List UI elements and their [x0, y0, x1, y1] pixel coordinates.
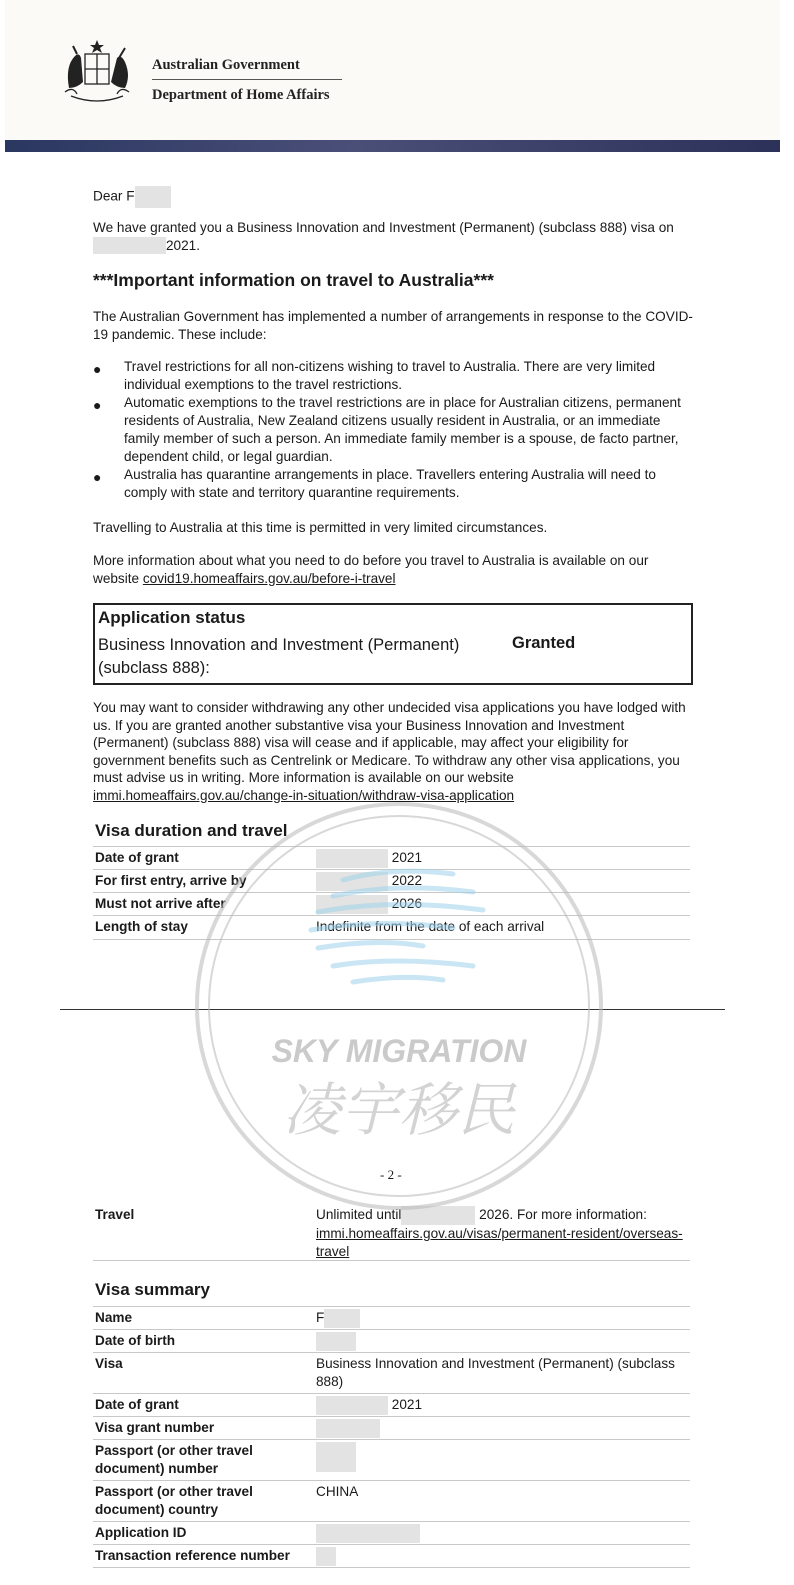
application-status-box: [93, 603, 693, 685]
redacted-value: [401, 1206, 475, 1225]
watermark-text-en: SKY MIGRATION: [271, 1033, 527, 1069]
row-label: For first entry, arrive by: [95, 873, 247, 888]
row-value: 2022: [316, 872, 686, 891]
row-label: Must not arrive after: [95, 896, 226, 911]
list-item: ● Travel restrictions for all non-citizens wishing to travel to Australia. There are very limited individual exemptions to the travel restrictions.: [93, 359, 656, 392]
table-row: [93, 1480, 690, 1521]
limited-circumstances-text: Travelling to Australia at this time is permitted in very limited circumstances.: [93, 520, 548, 535]
row-label: Date of birth: [95, 1333, 176, 1348]
row-value: 2026: [316, 895, 686, 914]
redacted-value: [324, 1309, 360, 1328]
redacted-value: [316, 1524, 420, 1543]
bullet-icon: ●: [93, 397, 102, 413]
redacted-value: [316, 872, 388, 891]
row-value: [316, 1547, 686, 1566]
redacted-value: [316, 1547, 336, 1566]
coat-of-arms-icon: [51, 36, 143, 104]
table-row: [93, 1521, 690, 1544]
row-value: F: [316, 1309, 686, 1328]
overseas-travel-link[interactable]: immi.homeaffairs.gov.au/visas/permanent-resident/overseas-travel: [316, 1226, 683, 1259]
greeting: Dear F: [93, 186, 693, 208]
bullet-icon: ●: [93, 469, 102, 485]
covid-arrangements-list: [93, 358, 693, 502]
covid-intro: The Australian Government has implemented a number of arrangements in response to the COVID-19 pandemic. These include:: [93, 309, 693, 342]
org-name: Australian Government: [152, 57, 300, 73]
list-item: ● Automatic exemptions to the travel restrictions are in place for Australian citizens, permanent residents of Australia, New Zealand citizens usually resident in Australia, or an immediate family member of such a person. An immediate family member is a spouse, de facto partner, dependent child, or legal guardian.: [93, 395, 681, 464]
table-row: [93, 892, 690, 915]
application-status-visa: Business Innovation and Investment (Permanent) (subclass 888):: [98, 636, 460, 677]
before-i-travel-link[interactable]: covid19.homeaffairs.gov.au/before-i-travel: [142, 570, 396, 586]
important-heading: ***Important information on travel to Australia***: [93, 270, 494, 290]
row-value: 2021: [316, 1396, 686, 1415]
list-item: ● Australia has quarantine arrangements in place. Travellers entering Australia will need to comply with state and territory quarantine requirements.: [93, 467, 656, 500]
table-row: [93, 1544, 690, 1568]
withdraw-visa-link[interactable]: immi.homeaffairs.gov.au/change-in-situation/withdraw-visa-application: [93, 787, 515, 803]
table-row: [93, 1439, 690, 1480]
visa-duration-table: [93, 846, 690, 940]
header-divider: [152, 79, 342, 80]
visa-duration-title: Visa duration and travel: [95, 821, 288, 840]
more-info-paragraph: More information about what you need to do before you travel to Australia is available on our website covid19.homeaffairs.gov.au/before-i-travel: [93, 553, 649, 586]
redacted-name: [135, 186, 171, 208]
redacted-value: [316, 895, 388, 914]
grant-paragraph: We have granted you a Business Innovation and Investment (Permanent) (subclass 888) visa on 2021.: [93, 220, 674, 253]
row-value: 2021: [316, 849, 686, 868]
row-value: [316, 1442, 686, 1472]
row-label: Transaction reference number: [95, 1548, 290, 1563]
row-value: Indefinite from the date of each arrival: [316, 919, 545, 934]
table-row: [93, 1352, 690, 1393]
row-value: [316, 1332, 686, 1351]
page-number: - 2 -: [380, 1167, 402, 1182]
row-label: Passport (or other travel document) number: [95, 1443, 253, 1476]
department-name: Department of Home Affairs: [152, 87, 330, 103]
watermark-text-cn: 凌宇移民: [282, 1076, 516, 1144]
row-value: [316, 1524, 686, 1543]
table-row: [93, 1306, 690, 1329]
header-color-bar: [5, 140, 780, 152]
redacted-value: [316, 1396, 388, 1415]
row-label: Application ID: [95, 1525, 187, 1540]
visa-summary-table: [93, 1306, 690, 1568]
table-row: [93, 1416, 690, 1439]
row-value: Business Innovation and Investment (Permanent) (subclass 888): [316, 1356, 675, 1389]
row-label: Visa: [95, 1356, 123, 1371]
application-status-value: Granted: [512, 634, 576, 652]
letterhead: [5, 0, 780, 140]
row-label: Length of stay: [95, 919, 188, 934]
application-status-title: Application status: [98, 608, 246, 627]
table-row: [93, 1329, 690, 1352]
row-value: [316, 1419, 686, 1438]
table-row: [93, 846, 690, 869]
row-value: CHINA: [316, 1484, 359, 1499]
table-row: [93, 869, 690, 892]
redacted-value: [316, 1442, 356, 1472]
redacted-value: [316, 849, 388, 868]
travel-table: [93, 1204, 690, 1261]
redacted-date: [93, 237, 166, 254]
row-label: Visa grant number: [95, 1420, 215, 1435]
table-row: [93, 1393, 690, 1416]
row-value: Unlimited until 2026. For more information: immi.homeaffairs.gov.au/visas/permanent-resident/overseas-travel: [316, 1207, 683, 1259]
withdraw-paragraph: You may want to consider withdrawing any other undecided visa applications you have lodged with us. If you are granted another substantive visa your Business Innovation and Investment (Permanent) (subclass 888) visa will cease and if applicable, may affect your eligibility for government benefits such as Centrelink or Medicare. To withdraw any other visa applications, you must advise us in writing. More information is available on our website immi.homeaffairs.gov.au/change-in-situation/withdraw-visa-application: [93, 700, 686, 803]
visa-summary-title: Visa summary: [95, 1280, 210, 1299]
row-label: Passport (or other travel document) country: [95, 1484, 253, 1517]
row-label: Date of grant: [95, 1397, 179, 1412]
redacted-value: [316, 1419, 380, 1438]
redacted-value: [316, 1332, 356, 1351]
bullet-icon: ●: [93, 361, 102, 377]
table-row: [93, 915, 690, 940]
row-label: Date of grant: [95, 850, 179, 865]
page-divider: [60, 1009, 725, 1010]
table-row: [93, 1204, 690, 1261]
row-label: Travel: [95, 1207, 135, 1222]
row-label: Name: [95, 1310, 133, 1325]
